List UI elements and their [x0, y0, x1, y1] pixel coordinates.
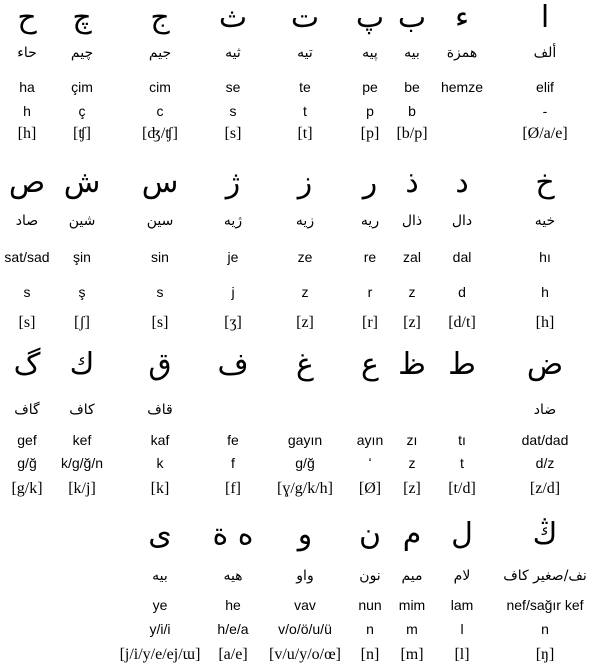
- letter-name: sat/sad: [4, 249, 50, 265]
- ipa-value: [z]: [296, 314, 314, 331]
- letter-glyph: گ: [13, 347, 41, 382]
- arabic-name: قاف: [147, 402, 173, 418]
- letter-glyph: خ: [535, 165, 555, 200]
- letter-glyph: ع: [361, 347, 379, 382]
- letter-name: re: [363, 249, 377, 265]
- arabic-name: پيه: [362, 45, 378, 61]
- turkish-letter: g/ğ: [295, 455, 315, 471]
- turkish-letter: h/e/a: [217, 621, 249, 637]
- turkish-letter: d/z: [535, 455, 555, 471]
- ipa-value: [z]: [403, 314, 421, 331]
- arabic-name: شين: [68, 213, 96, 229]
- ipa-value: [t]: [297, 125, 313, 142]
- arabic-name: جیم: [148, 45, 172, 61]
- turkish-letter: y/i/i: [149, 621, 171, 637]
- ipa-value: [h]: [17, 125, 37, 142]
- ipa-value: [Ø/a/e]: [522, 125, 568, 142]
- letter-glyph: ڭ: [532, 517, 558, 552]
- letter-glyph: ص: [8, 165, 46, 200]
- letter-name: te: [299, 79, 311, 95]
- turkish-letter: l: [460, 621, 464, 637]
- arabic-name: ريه: [360, 213, 380, 229]
- turkish-letter: g/ğ: [17, 455, 37, 471]
- ipa-value: [s]: [224, 125, 242, 142]
- arabic-name: صاد: [15, 213, 39, 229]
- ipa-value: [ʤ/ʧ]: [142, 125, 178, 142]
- arabic-name: ژيه: [223, 213, 243, 229]
- arabic-name: ألف: [533, 45, 557, 61]
- arabic-name: ثيه: [225, 45, 241, 61]
- ipa-value: [a/e]: [218, 646, 248, 663]
- ipa-value: [s]: [151, 314, 169, 331]
- letter-name: dal: [452, 249, 472, 265]
- turkish-letter: k/g/ğ/n: [60, 455, 104, 471]
- ipa-value: [r]: [362, 314, 378, 331]
- turkish-letter: s: [23, 284, 31, 300]
- letter-glyph: ث: [218, 0, 248, 35]
- letter-glyph: ض: [526, 347, 564, 382]
- letter-name: hemze: [440, 79, 484, 95]
- letter-glyph: س: [141, 165, 179, 200]
- letter-name: nef/sağır kef: [506, 597, 584, 613]
- turkish-letter: ş: [78, 284, 86, 300]
- letter-name: ye: [152, 597, 168, 613]
- turkish-letter: s: [156, 284, 164, 300]
- letter-glyph: ك: [69, 347, 95, 382]
- arabic-name: زيه: [295, 213, 315, 229]
- arabic-name: ضاد: [533, 402, 557, 418]
- letter-name: şin: [73, 249, 91, 265]
- letter-name: zal: [403, 249, 421, 265]
- turkish-letter: c: [156, 103, 164, 119]
- ipa-value: [k]: [150, 480, 170, 497]
- ipa-value: [ʒ]: [224, 314, 242, 331]
- ipa-value: [l]: [454, 646, 470, 663]
- letter-glyph: ل: [451, 517, 473, 552]
- ipa-value: [b/p]: [396, 125, 428, 142]
- turkish-letter: t: [303, 103, 307, 119]
- ipa-value: [v/u/y/o/œ]: [269, 646, 341, 663]
- turkish-letter: n: [366, 621, 374, 637]
- letter-glyph: چ: [72, 0, 92, 35]
- arabic-name: گاف: [14, 402, 40, 418]
- arabic-name: سين: [146, 213, 174, 229]
- letter-glyph: ت: [290, 0, 320, 35]
- letter-name: ha: [19, 79, 35, 95]
- letter-glyph: ش: [63, 165, 101, 200]
- turkish-letter: -: [542, 103, 548, 119]
- ipa-value: [z]: [403, 480, 421, 497]
- ipa-value: [s]: [18, 314, 36, 331]
- arabic-name: همزة: [446, 45, 478, 61]
- arabic-name: بيه: [152, 568, 168, 584]
- turkish-letter: r: [367, 284, 373, 300]
- turkish-letter: f: [231, 455, 235, 471]
- ipa-value: [d/t]: [448, 314, 476, 331]
- arabic-name: كاف: [69, 402, 95, 418]
- letter-name: sin: [151, 249, 169, 265]
- turkish-letter: t: [460, 455, 464, 471]
- turkish-letter: j: [231, 284, 235, 300]
- ipa-value: [ɣ/g/k/h]: [277, 480, 333, 497]
- letter-name: tı: [458, 432, 466, 448]
- letter-glyph: ا: [540, 0, 550, 35]
- letter-name: dat/dad: [521, 432, 569, 448]
- letter-name: çim: [71, 79, 93, 95]
- letter-name: ayın: [356, 432, 384, 448]
- arabic-name: ذال: [401, 213, 423, 229]
- arabic-name: لام: [453, 568, 471, 584]
- arabic-name: بيه: [404, 45, 420, 61]
- turkish-letter: k: [156, 455, 164, 471]
- ipa-value: [g/k]: [11, 480, 43, 497]
- letter-glyph: پ: [355, 0, 385, 35]
- turkish-letter: ʻ: [368, 455, 372, 471]
- letter-name: nun: [358, 597, 382, 613]
- ipa-value: [ŋ]: [535, 646, 555, 663]
- ipa-value: [k/j]: [68, 480, 96, 497]
- letter-glyph: و: [297, 517, 313, 552]
- letter-glyph: ط: [448, 347, 476, 382]
- letter-glyph: ظ: [398, 347, 426, 382]
- letter-glyph: ق: [148, 347, 172, 382]
- letter-glyph: د: [455, 165, 469, 200]
- turkish-letter: d: [458, 284, 466, 300]
- letter-glyph: ف: [217, 347, 249, 382]
- arabic-name: خيه: [534, 213, 556, 229]
- letter-glyph: ن: [358, 517, 382, 552]
- turkish-letter: m: [406, 621, 418, 637]
- letter-glyph: ج: [150, 0, 170, 35]
- turkish-letter: ç: [78, 103, 86, 119]
- letter-name: fe: [227, 432, 239, 448]
- ipa-value: [t/d]: [448, 480, 476, 497]
- letter-glyph: غ: [296, 347, 314, 382]
- turkish-letter: s: [229, 103, 237, 119]
- arabic-name: ميم: [401, 568, 423, 584]
- letter-name: cim: [149, 79, 171, 95]
- turkish-letter: v/o/ö/u/ü: [278, 621, 332, 637]
- letter-name: ze: [297, 249, 313, 265]
- turkish-letter: h: [23, 103, 31, 119]
- letter-name: kef: [72, 432, 92, 448]
- letter-name: he: [225, 597, 241, 613]
- ipa-value: [j/i/y/e/ej/ɯ]: [119, 646, 201, 663]
- letter-glyph: ء: [454, 0, 470, 35]
- ipa-value: [ʃ]: [74, 314, 90, 331]
- turkish-letter: n: [541, 621, 549, 637]
- ipa-value: [Ø]: [358, 480, 382, 497]
- letter-glyph: ى: [148, 517, 172, 552]
- arabic-name: نون: [359, 568, 381, 584]
- letter-glyph: ح: [17, 0, 37, 35]
- ipa-value: [z/d]: [529, 480, 561, 497]
- ipa-value: [h]: [535, 314, 555, 331]
- letter-glyph: م: [402, 517, 422, 552]
- turkish-letter: z: [408, 284, 416, 300]
- letter-name: be: [404, 79, 420, 95]
- letter-name: pe: [362, 79, 378, 95]
- letter-name: vav: [294, 597, 316, 613]
- letter-name: gef: [17, 432, 37, 448]
- letter-glyph: ر: [362, 165, 378, 200]
- ipa-value: [n]: [360, 646, 380, 663]
- arabic-name: هيه: [223, 568, 243, 584]
- turkish-letter: b: [408, 103, 416, 119]
- letter-glyph: ه ة: [212, 517, 254, 552]
- turkish-letter: h: [541, 284, 549, 300]
- letter-glyph: ژ: [225, 165, 241, 200]
- letter-glyph: ذ: [405, 165, 419, 200]
- letter-glyph: ب: [397, 0, 427, 35]
- letter-name: zı: [406, 432, 418, 448]
- arabic-name: واو: [296, 568, 314, 584]
- turkish-letter: p: [366, 103, 374, 119]
- letter-glyph: ز: [297, 165, 313, 200]
- letter-name: kaf: [150, 432, 170, 448]
- arabic-name: حاء: [17, 45, 37, 61]
- ipa-value: [f]: [225, 480, 241, 497]
- ipa-value: [m]: [400, 646, 424, 663]
- turkish-letter: z: [301, 284, 309, 300]
- turkish-letter: z: [408, 455, 416, 471]
- arabic-name: چیم: [70, 45, 94, 61]
- ipa-value: [ʧ]: [72, 125, 92, 142]
- letter-name: elif: [536, 79, 554, 95]
- letter-name: hı: [539, 249, 551, 265]
- ipa-value: [p]: [360, 125, 380, 142]
- arabic-name: نف/صغیر كاف: [503, 568, 587, 584]
- letter-name: mim: [398, 597, 426, 613]
- letter-name: je: [227, 249, 239, 265]
- letter-name: lam: [450, 597, 474, 613]
- letter-name: se: [225, 79, 241, 95]
- letter-name: gayın: [287, 432, 323, 448]
- arabic-name: دال: [451, 213, 473, 229]
- arabic-name: تيه: [297, 45, 313, 61]
